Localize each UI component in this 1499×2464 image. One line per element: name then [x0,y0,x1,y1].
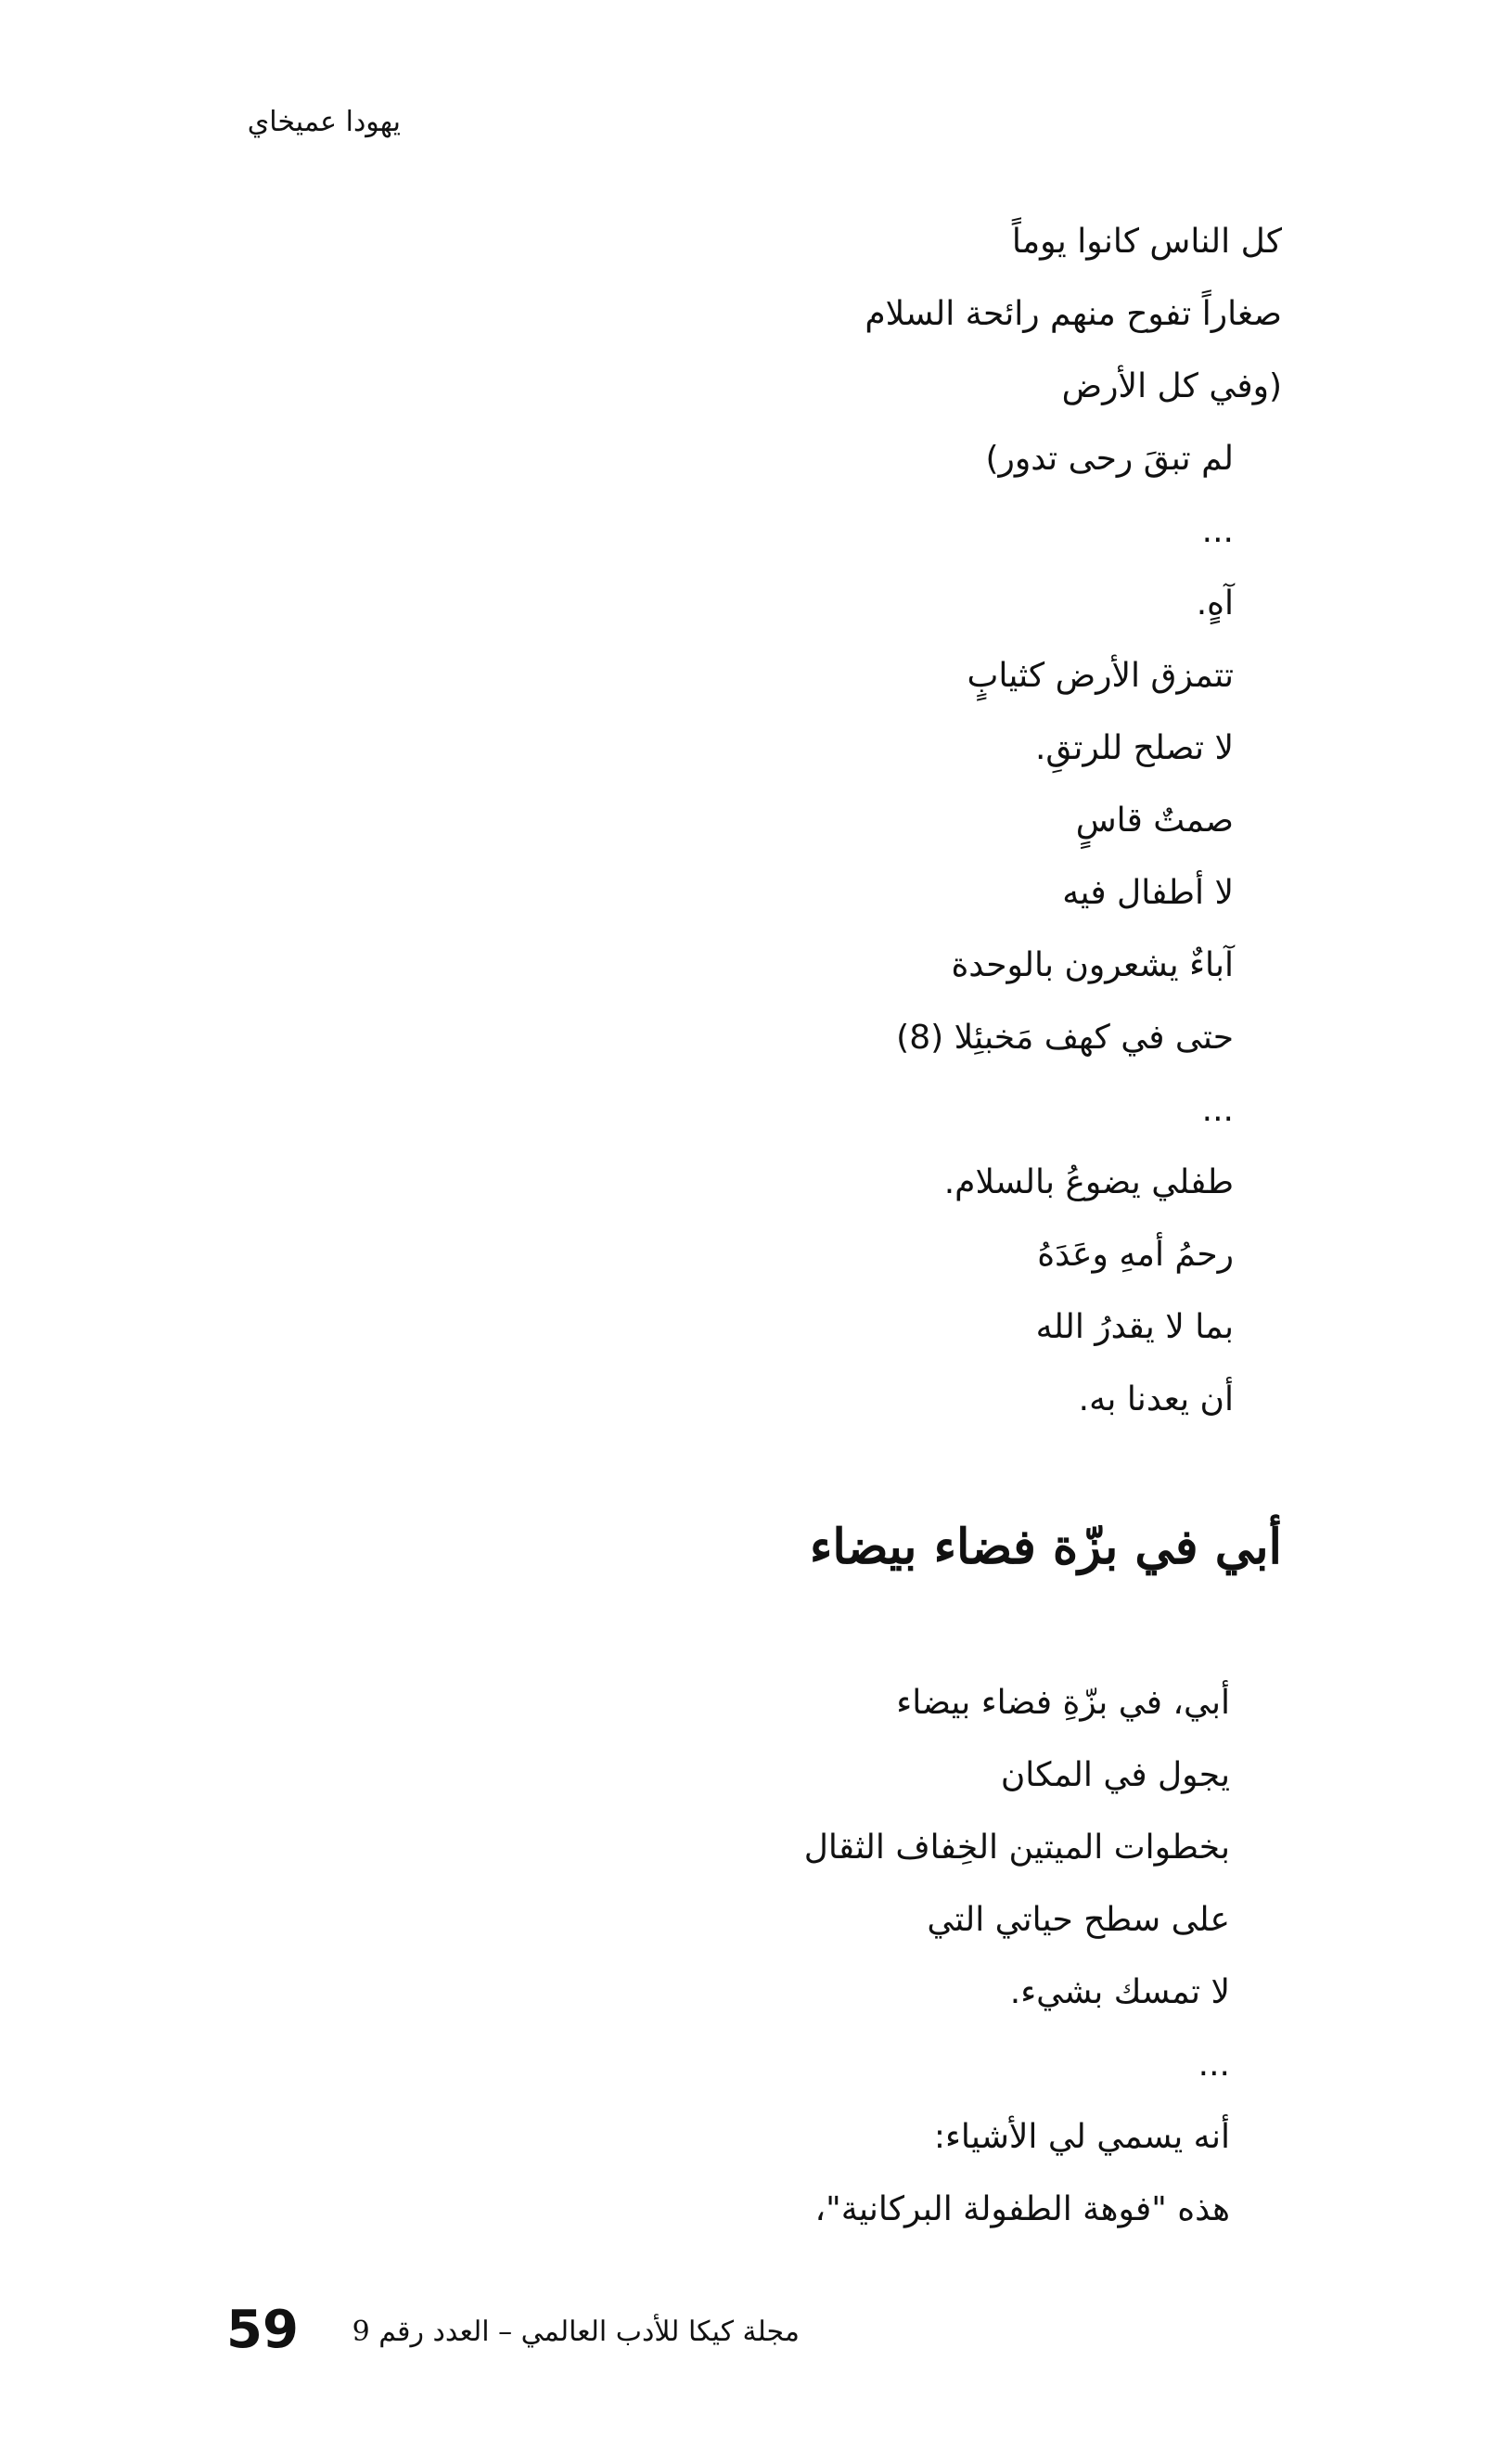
poem-line: طفلي يضوعُ بالسلام. [943,1163,1234,1201]
poem-line-ellipsis: ... [1201,512,1234,550]
poem-line: بما لا يقدرُ الله [1035,1308,1234,1346]
poem-line: أنه يسمي لي الأشياء: [933,2118,1230,2156]
poem-one [577,206,1282,1436]
poem-line: يجول في المكان [1000,1756,1230,1794]
poem-line: آباءٌ يشعرون بالوحدة [951,946,1234,984]
running-header-author: يهودا عميخاي [247,106,401,138]
poem-line: أبي، في بزّةِ فضاء بيضاء [896,1684,1230,1722]
poem-line: كل الناس كانوا يوماً [1011,223,1282,261]
poem-line: أن يعدنا به. [1078,1380,1234,1418]
poem-two [577,1667,1282,2246]
poem-line-ellipsis: ... [1198,2046,1230,2084]
poem-line: لا تمسك بشيء. [1009,1973,1230,2011]
poem-line: لا تصلح للرتقِ. [1034,729,1234,767]
poem-line-ellipsis: ... [1201,1091,1234,1129]
poem-line: حتى في كهف مَخبئِلا (8) [896,1019,1234,1057]
poem-line: صمتٌ قاسٍ [1075,802,1234,840]
poem-line: صغاراً تفوح منهم رائحة السلام [865,295,1282,333]
poem-line: لم تبقَ رحى تدور) [985,440,1234,478]
poem-line: هذه "فوهة الطفولة البركانية"، [814,2190,1230,2228]
page-number: 59 [226,2300,299,2360]
poem-line: رحمُ أمهِ وعَدَهُ [1037,1236,1234,1274]
poem-title: أبي في بزّة فضاء بيضاء [809,1519,1282,1575]
poem-line: آهٍ. [1196,584,1234,622]
poem-line: بخطوات الميتين الخِفاف الثقال [803,1829,1230,1867]
poem-line: على سطح حياتي التي [927,1901,1230,1939]
poem-line: تتمزق الأرض كثيابٍ [967,657,1234,695]
page-footer [0,2293,1499,2368]
poem-line: (وفي كل الأرض [1061,367,1282,405]
journal-info: مجلة كيكا للأدب العالمي – العدد رقم 9 [352,2316,800,2348]
poem-line: لا أطفال فيه [1062,874,1234,912]
